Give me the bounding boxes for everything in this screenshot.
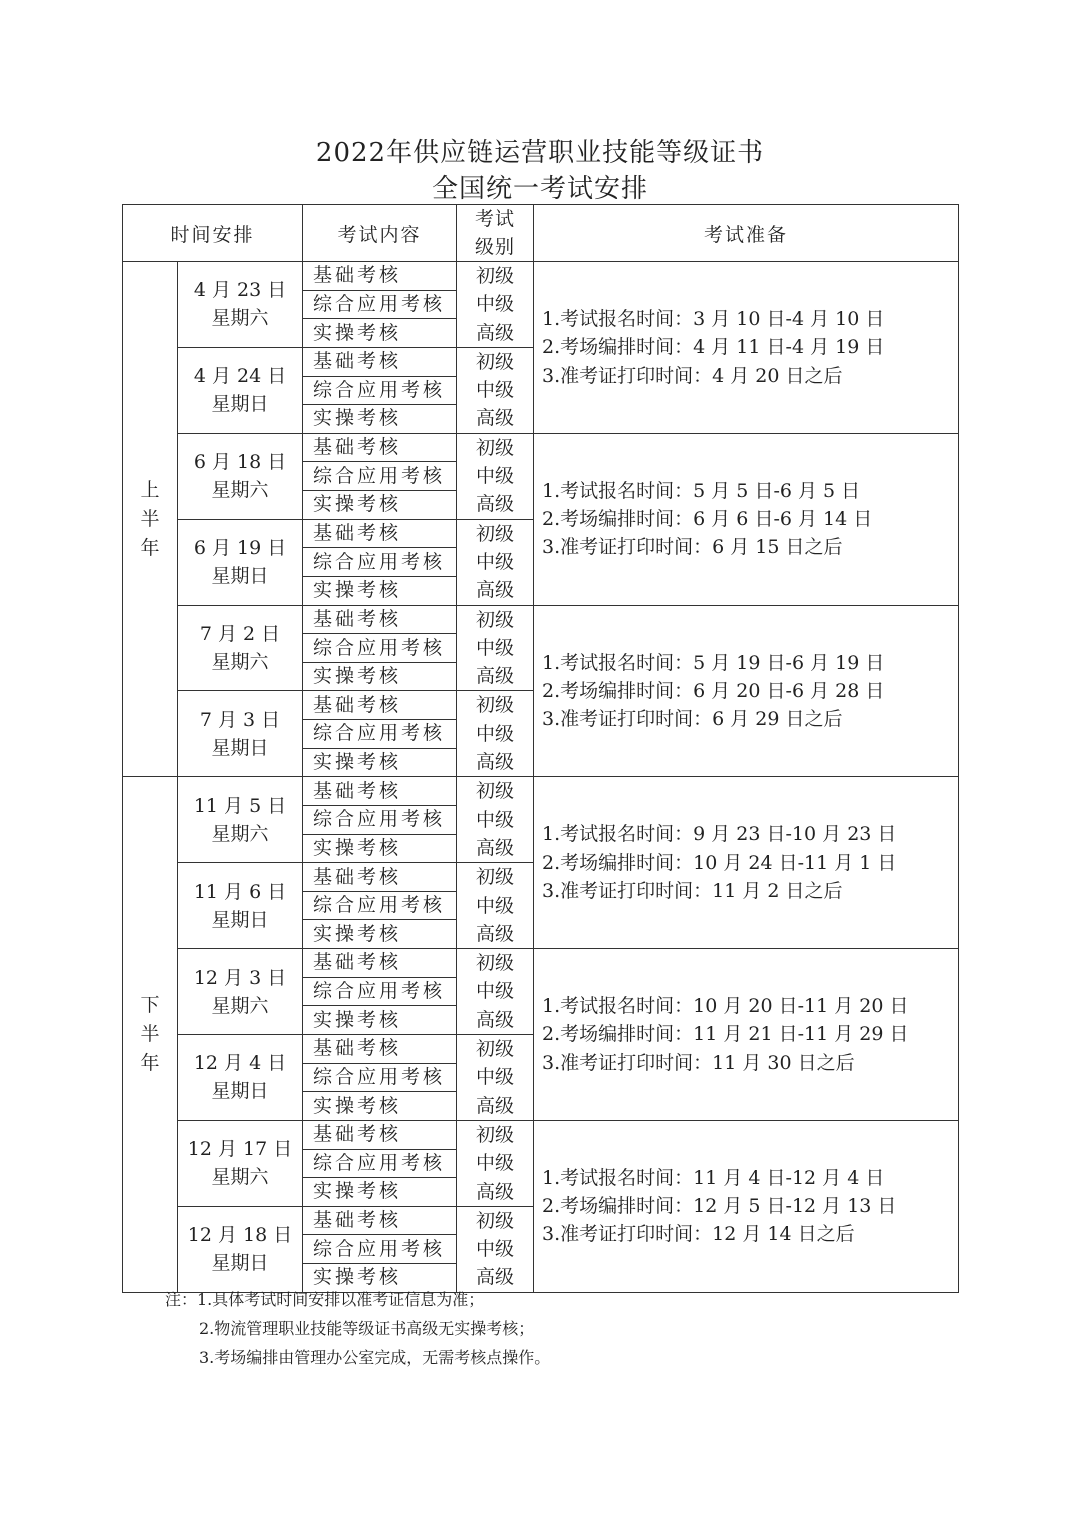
exam-content: 综合应用考核 — [303, 891, 457, 920]
exam-content: 实操考核 — [303, 1178, 457, 1207]
exam-content: 综合应用考核 — [303, 376, 457, 405]
exam-date: 11 月 6 日 — [193, 880, 287, 903]
exam-prep — [534, 262, 959, 434]
exam-content: 综合应用考核 — [303, 290, 457, 319]
prep-item: 3.准考证打印时间：6 月 15 日之后 — [542, 536, 843, 559]
exam-level: 高级 — [476, 922, 515, 945]
exam-level: 高级 — [476, 321, 515, 344]
exam-levels — [457, 605, 534, 691]
exam-content: 实操考核 — [303, 576, 457, 605]
exam-level: 初级 — [476, 952, 515, 975]
exam-prep — [534, 1120, 959, 1292]
table-row — [123, 605, 959, 634]
half-year-char: 下 — [140, 994, 160, 1017]
notes — [165, 1285, 550, 1372]
exam-level: 初级 — [476, 1123, 515, 1146]
exam-level: 初级 — [476, 265, 515, 287]
exam-content: 综合应用考核 — [303, 1235, 457, 1264]
exam-weekday: 星期日 — [211, 565, 269, 588]
header-time: 时间安排 — [123, 205, 303, 262]
exam-content: 基础考核 — [303, 863, 457, 892]
prep-item: 3.准考证打印时间：12 月 14 日之后 — [542, 1223, 855, 1246]
exam-level: 中级 — [476, 808, 515, 831]
exam-level: 中级 — [476, 1238, 515, 1261]
exam-weekday: 星期六 — [211, 1166, 269, 1189]
prep-item: 1.考试报名时间：9 月 23 日-10 月 23 日 — [542, 823, 897, 846]
prep-item: 3.准考证打印时间：4 月 20 日之后 — [542, 364, 843, 387]
exam-content: 基础考核 — [303, 433, 457, 462]
exam-content: 综合应用考核 — [303, 720, 457, 749]
exam-weekday: 星期六 — [211, 994, 269, 1017]
exam-date-cell — [178, 1120, 303, 1206]
exam-content: 实操考核 — [303, 405, 457, 434]
exam-content: 基础考核 — [303, 347, 457, 376]
exam-date: 12 月 4 日 — [193, 1052, 287, 1075]
table-row — [123, 949, 959, 978]
exam-levels — [457, 1120, 534, 1206]
exam-weekday: 星期日 — [211, 1252, 269, 1275]
exam-content: 基础考核 — [303, 1035, 457, 1064]
exam-level: 中级 — [476, 465, 515, 488]
exam-weekday: 星期六 — [211, 479, 269, 502]
exam-content: 实操考核 — [303, 491, 457, 520]
exam-prep — [534, 777, 959, 949]
exam-weekday: 星期六 — [211, 822, 269, 845]
exam-date-cell — [178, 433, 303, 519]
exam-content: 基础考核 — [303, 691, 457, 720]
exam-level: 初级 — [476, 1209, 515, 1232]
exam-level: 初级 — [476, 436, 515, 459]
exam-date: 4 月 24 日 — [193, 365, 287, 388]
exam-content: 实操考核 — [303, 920, 457, 949]
exam-content: 基础考核 — [303, 1120, 457, 1149]
exam-date: 6 月 19 日 — [193, 537, 287, 560]
document-title-line-1: 2022年供应链运营职业技能等级证书 — [315, 138, 765, 168]
half-year-char: 半 — [140, 1023, 160, 1046]
exam-date: 4 月 23 日 — [193, 279, 287, 302]
exam-content: 综合应用考核 — [303, 977, 457, 1006]
exam-content: 基础考核 — [303, 605, 457, 634]
exam-level: 高级 — [476, 836, 515, 859]
prep-item: 3.准考证打印时间：11 月 2 日之后 — [542, 879, 843, 902]
exam-content: 实操考核 — [303, 748, 457, 777]
exam-content: 实操考核 — [303, 834, 457, 863]
exam-levels — [457, 433, 534, 519]
exam-date: 11 月 5 日 — [193, 794, 287, 817]
exam-level: 高级 — [476, 751, 515, 774]
header-level: 考试 级别 — [457, 205, 534, 262]
exam-level: 高级 — [476, 1180, 515, 1203]
prep-item: 1.考试报名时间：5 月 19 日-6 月 19 日 — [542, 651, 885, 674]
exam-level: 初级 — [476, 694, 515, 717]
exam-content: 综合应用考核 — [303, 1063, 457, 1092]
exam-weekday: 星期日 — [211, 908, 269, 931]
prep-item: 2.考场编排时间：4 月 11 日-4 月 19 日 — [542, 336, 885, 359]
exam-levels — [457, 262, 534, 348]
exam-content: 实操考核 — [303, 662, 457, 691]
exam-level: 高级 — [476, 579, 515, 602]
exam-date: 12 月 18 日 — [187, 1224, 293, 1247]
exam-weekday: 星期日 — [211, 1080, 269, 1103]
exam-levels — [457, 347, 534, 433]
prep-item: 3.准考证打印时间：11 月 30 日之后 — [542, 1051, 855, 1074]
half-year-char: 年 — [140, 536, 160, 559]
exam-date: 7 月 3 日 — [199, 708, 281, 731]
prep-item: 1.考试报名时间：3 月 10 日-4 月 10 日 — [542, 307, 885, 330]
document-title-line-2: 全国统一考试安排 — [431, 174, 648, 204]
exam-levels — [457, 863, 534, 949]
exam-level: 中级 — [476, 379, 515, 402]
exam-content: 实操考核 — [303, 319, 457, 348]
prep-item: 2.考场编排时间：11 月 21 日-11 月 29 日 — [542, 1023, 909, 1046]
exam-date-cell — [178, 863, 303, 949]
exam-prep — [534, 605, 959, 777]
header-prep: 考试准备 — [534, 205, 959, 262]
exam-level: 初级 — [476, 866, 515, 889]
exam-level: 高级 — [476, 1266, 515, 1289]
exam-level: 高级 — [476, 493, 515, 516]
note-2: 2.物流管理职业技能等级证书高级无实操考核； — [199, 1319, 535, 1338]
exam-level: 中级 — [476, 293, 515, 316]
exam-levels — [457, 1035, 534, 1121]
prep-item: 2.考场编排时间：10 月 24 日-11 月 1 日 — [542, 851, 897, 874]
exam-level: 高级 — [476, 1008, 515, 1031]
prep-item: 1.考试报名时间：5 月 5 日-6 月 5 日 — [542, 479, 861, 502]
half-year-char: 半 — [140, 507, 160, 530]
prep-item: 2.考场编排时间：6 月 20 日-6 月 28 日 — [542, 679, 885, 702]
exam-date-cell — [178, 1035, 303, 1121]
exam-level: 高级 — [476, 407, 515, 430]
exam-level: 中级 — [476, 1152, 515, 1175]
exam-date: 12 月 3 日 — [193, 966, 287, 989]
exam-level: 中级 — [476, 894, 515, 917]
note-3: 3.考场编排由管理办公室完成，无需考核点操作。 — [199, 1348, 551, 1367]
exam-date-cell — [178, 777, 303, 863]
exam-date-cell — [178, 691, 303, 777]
exam-level: 初级 — [476, 608, 515, 631]
exam-date-cell — [178, 949, 303, 1035]
exam-content: 综合应用考核 — [303, 462, 457, 491]
exam-level: 中级 — [476, 980, 515, 1003]
exam-level: 初级 — [476, 780, 515, 803]
table-header-row — [123, 205, 959, 262]
exam-weekday: 星期六 — [211, 651, 269, 673]
exam-level: 高级 — [476, 665, 515, 688]
exam-date: 6 月 18 日 — [193, 451, 287, 474]
exam-date-cell — [178, 605, 303, 691]
exam-date-cell — [178, 262, 303, 348]
table-row — [123, 433, 959, 462]
exam-weekday: 星期六 — [211, 307, 269, 330]
table-row — [123, 1120, 959, 1149]
prep-item: 2.考场编排时间：6 月 6 日-6 月 14 日 — [542, 508, 873, 531]
exam-level: 初级 — [476, 350, 515, 373]
exam-levels — [457, 1206, 534, 1292]
exam-content: 基础考核 — [303, 1206, 457, 1235]
prep-item: 1.考试报名时间：10 月 20 日-11 月 20 日 — [542, 995, 909, 1018]
header-content: 考试内容 — [303, 205, 457, 262]
exam-date-cell — [178, 1206, 303, 1292]
exam-levels — [457, 691, 534, 777]
exam-content: 综合应用考核 — [303, 805, 457, 834]
exam-date-cell — [178, 347, 303, 433]
exam-levels — [457, 777, 534, 863]
exam-content: 基础考核 — [303, 262, 457, 291]
exam-prep — [534, 433, 959, 605]
note-1: 注：1.具体考试时间安排以准考证信息为准； — [165, 1290, 485, 1309]
exam-content: 综合应用考核 — [303, 1149, 457, 1178]
prep-item: 1.考试报名时间：11 月 4 日-12 月 4 日 — [542, 1166, 885, 1189]
exam-level: 中级 — [476, 550, 515, 573]
exam-content: 实操考核 — [303, 1264, 457, 1293]
exam-prep — [534, 949, 959, 1121]
exam-level: 高级 — [476, 1094, 515, 1117]
prep-item: 2.考场编排时间：12 月 5 日-12 月 13 日 — [542, 1195, 897, 1218]
exam-level: 初级 — [476, 522, 515, 545]
exam-weekday: 星期日 — [211, 393, 269, 416]
exam-content: 基础考核 — [303, 949, 457, 978]
table-row — [123, 262, 959, 291]
exam-content: 综合应用考核 — [303, 634, 457, 663]
exam-schedule-table — [122, 204, 959, 1293]
prep-item: 3.准考证打印时间：6 月 29 日之后 — [542, 708, 843, 731]
half-year-char: 上 — [140, 478, 160, 501]
exam-content: 基础考核 — [303, 519, 457, 548]
exam-content: 实操考核 — [303, 1006, 457, 1035]
exam-level: 中级 — [476, 1066, 515, 1089]
table-row — [123, 777, 959, 806]
exam-content: 综合应用考核 — [303, 548, 457, 577]
exam-level: 中级 — [476, 636, 515, 659]
half-year-char: 年 — [140, 1052, 160, 1075]
exam-content: 基础考核 — [303, 777, 457, 806]
exam-level: 初级 — [476, 1038, 515, 1061]
exam-levels — [457, 519, 534, 605]
exam-levels — [457, 949, 534, 1035]
exam-weekday: 星期日 — [211, 736, 269, 759]
exam-date: 12 月 17 日 — [187, 1138, 293, 1161]
half-year-label — [123, 262, 178, 777]
exam-content: 实操考核 — [303, 1092, 457, 1121]
exam-date: 7 月 2 日 — [199, 623, 281, 645]
exam-date-cell — [178, 519, 303, 605]
exam-level: 中级 — [476, 722, 515, 745]
half-year-label — [123, 777, 178, 1292]
